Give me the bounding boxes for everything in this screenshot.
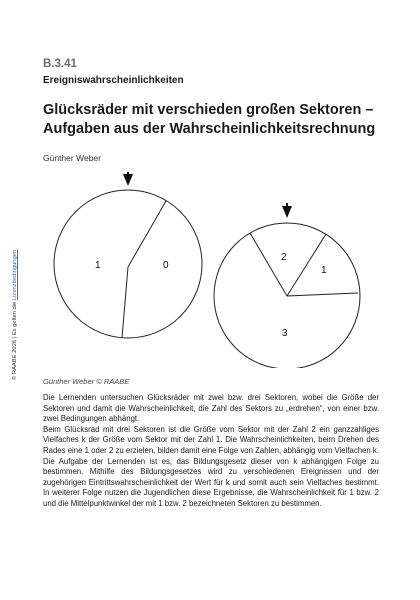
paragraph: Beim Glücksrad mit drei Sektoren ist die Größe vom Sektor mit der Zahl 2 ein ganzzahliges Vielfaches k der Größe vom Sektor mit der Zahl 1. Die Wahrscheinlichkeiten, beim Drehen des Rades eine 1 oder 2 zu erzielen, bilden damit eine Folge von Zahlen, abhängig vom Vielfachen k. Die Aufgabe der Lernenden ist es, das Bildungsgesetz dieser von k abhängigen Folge zu bestimmen. Mithilfe des Bildungsgesetzes wird zu verschiedenen Ereignissen und der zugehörigen Eintrittswahrscheinlichkeit der Wert für k und somit auch sein Vielfaches bestimmt. In weiterer Folge nutzen die Jugendlichen diese Ergebnisse, die Wahrscheinlichkeit für 1 bzw. 2 und die Mittelpunktwinkel der mit 1 bzw. 2 bezeichneten Sektoren zu bestimmen.: [43, 424, 379, 508]
wheel-right: [214, 203, 360, 368]
license-sidebar: [0, 0, 18, 600]
sector-label-3: 3: [282, 328, 288, 339]
sector-divider: [128, 201, 166, 267]
figure-caption: Günther Weber © RAABE: [43, 377, 130, 386]
sector-divider: [122, 267, 128, 338]
wheel-left: [54, 172, 202, 338]
copyright-notice: [12, 250, 18, 380]
body-text: [43, 393, 379, 510]
wheel-left-circle: [54, 190, 202, 338]
sector-label-1: 1: [95, 260, 101, 271]
author-name: Günther Weber: [43, 153, 101, 163]
wheels-figure: [40, 172, 380, 368]
paragraph: Die Lernenden untersuchen Glücksräder mit zwei bzw. drei Sektoren, wobei die Größe der Sektoren und damit die Wahrscheinlichkeit, die Zahl des Sektors zu „erdrehen“, von einer bzw. zwei Bedingungen abhängt.: [43, 393, 379, 424]
sector-label-1: 1: [321, 265, 327, 276]
copyright-text: © RAABE 2026 | Es gelten die: [12, 300, 18, 380]
sector-divider: [287, 293, 358, 296]
sector-label-0: 0: [163, 260, 169, 271]
section-code: B.3.41: [43, 58, 77, 70]
wheels-illustration: [40, 172, 380, 368]
page-title: Glücksräder mit verschieden großen Sektoren – Aufgaben aus der Wahrscheinlichkeitsrechnung: [43, 102, 376, 137]
section-category: Ereigniswahrscheinlichkeiten: [43, 75, 184, 86]
sector-label-2: 2: [281, 252, 287, 263]
license-link[interactable]: Lizenzbedingungen: [12, 249, 18, 301]
sector-divider: [250, 233, 287, 296]
